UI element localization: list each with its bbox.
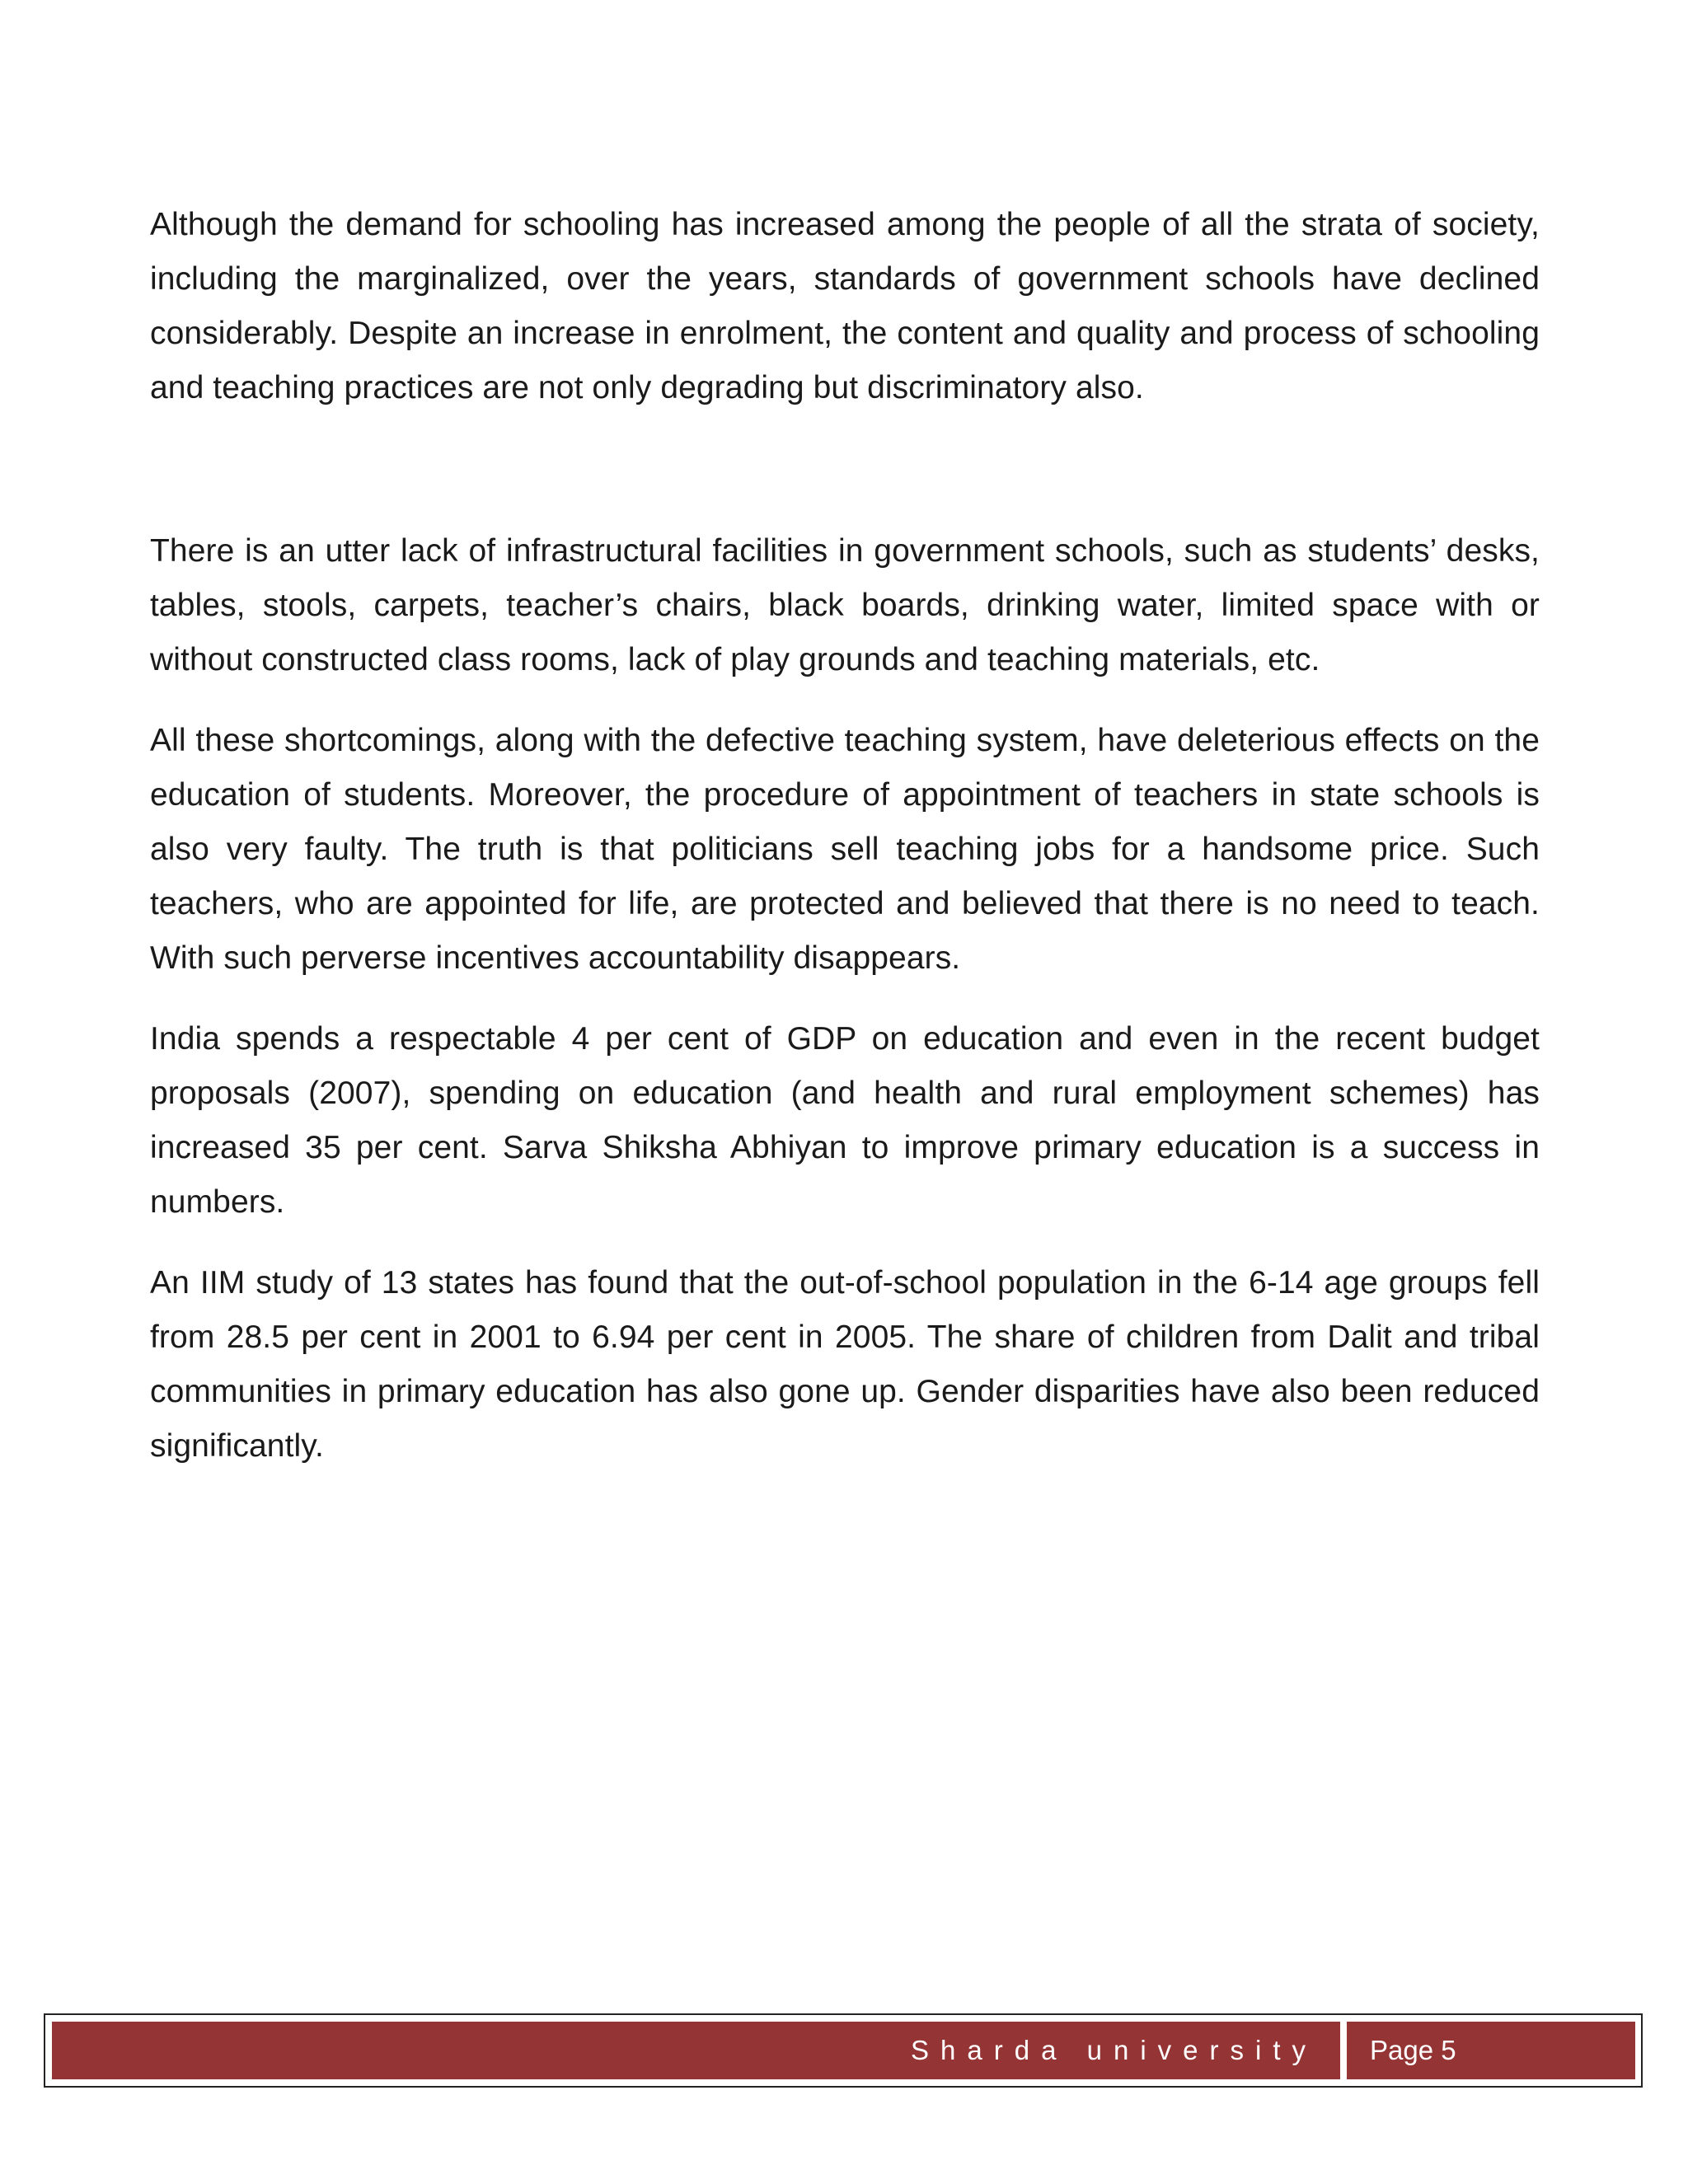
footer-page-number: Page 5	[1370, 2035, 1456, 2065]
paragraph-infrastructure: There is an utter lack of infrastructural facilities in government schools, such as students’ desks, tables, stools, carpets, teacher’s chairs, black boards, drinking water, limited space with or without constructed class rooms, lack of play grounds and teaching materials, etc.	[150, 533, 1540, 677]
document-body	[150, 198, 1540, 1474]
paragraph-shortcomings: All these shortcomings, along with the defective teaching system, have deleterious effects on the education of students. Moreover, the procedure of appointment of teachers in state schools is also very faulty. The truth is that politicians sell teaching jobs for a handsome price. Such teachers, who are appointed for life, are protected and believed that there is no need to teach. With such perverse incentives accountability disappears.	[150, 723, 1540, 976]
paragraph-schooling-demand: Although the demand for schooling has increased among the people of all the strata of society, including the marginalized, over the years, standards of government schools have declined considerably. Despite an increase in enrolment, the content and quality and process of schooling and teaching practices are not only degrading but discriminatory also.	[150, 207, 1540, 405]
footer-university-name: Sharda university	[911, 2035, 1317, 2065]
footer-page-bar	[1347, 2022, 1635, 2079]
footer-university-bar	[52, 2022, 1340, 2079]
paragraph-iim-study: An IIM study of 13 states has found that the out-of-school population in the 6-14 age groups fell from 28.5 per cent in 2001 to 6.94 per cent in 2005. The share of children from Dalit and tribal communities in primary education has also gone up. Gender disparities have also been reduced significantly.	[150, 1265, 1540, 1464]
paragraph-spending: India spends a respectable 4 per cent of GDP on education and even in the recent budget proposals (2007), spending on education (and health and rural employment schemes) has increased 35 per cent. Sarva Shiksha Abhiyan to improve primary education is a success in numbers.	[150, 1021, 1540, 1220]
